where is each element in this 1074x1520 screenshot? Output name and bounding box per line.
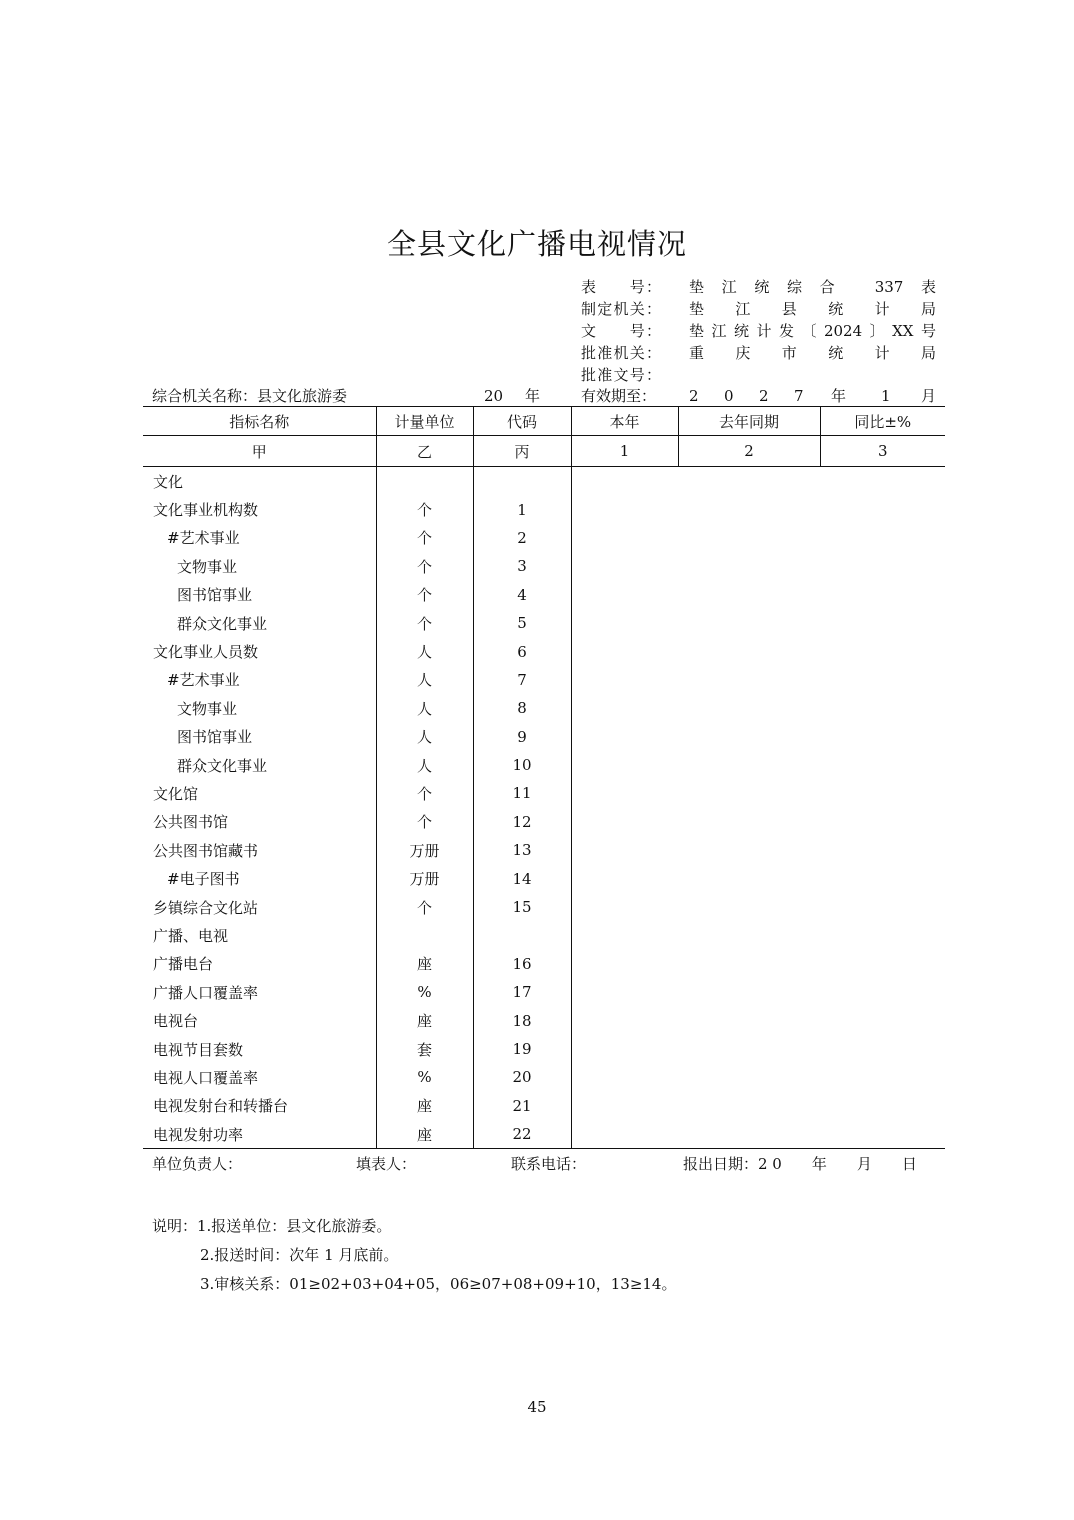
- unit-cell: [376, 467, 473, 496]
- indicator-name: 电视人口覆盖率: [143, 1063, 376, 1091]
- yoy-cell: [820, 1092, 945, 1120]
- this-year-cell: [571, 694, 678, 722]
- unit-cell: 个: [376, 495, 473, 523]
- unit-cell: 座: [376, 1120, 473, 1149]
- meta-row: [581, 343, 936, 363]
- unit-cell: 个: [376, 552, 473, 580]
- this-year-cell: [571, 864, 678, 892]
- meta-label: 制定机关：: [581, 300, 661, 318]
- table-row: [143, 495, 945, 523]
- valid-until-part: 0: [724, 387, 734, 405]
- code-cell: 9: [473, 723, 571, 751]
- table-row: [143, 1035, 945, 1063]
- subheader-cell: 乙: [376, 436, 473, 467]
- last-year-cell: [678, 751, 820, 779]
- note-line: 说明：1.报送单位：县文化旅游委。: [152, 1217, 392, 1235]
- meta-value: 垫江县统计局: [689, 300, 936, 318]
- footer-phone: 联系电话：: [511, 1155, 587, 1173]
- table-header-row: [143, 407, 945, 436]
- yoy-cell: [820, 864, 945, 892]
- this-year-cell: [571, 581, 678, 609]
- valid-until-part: 年: [831, 387, 847, 405]
- unit-cell: 座: [376, 1006, 473, 1034]
- this-year-cell: [571, 921, 678, 949]
- unit-cell: 人: [376, 751, 473, 779]
- last-year-cell: [678, 978, 820, 1006]
- note-line: 3.审核关系：01≥02+03+04+05，06≥07+08+09+10，13≥14。: [200, 1275, 677, 1293]
- footer-report-date: 报出日期：2 0 年 月 日: [683, 1155, 917, 1173]
- subheader-cell: 丙: [473, 436, 571, 467]
- indicator-name: 电视发射功率: [143, 1120, 376, 1149]
- last-year-cell: [678, 581, 820, 609]
- last-year-cell: [678, 950, 820, 978]
- code-cell: 14: [473, 864, 571, 892]
- last-year-cell: [678, 467, 820, 496]
- code-cell: 2: [473, 524, 571, 552]
- unit-cell: 个: [376, 524, 473, 552]
- meta-row: [581, 277, 936, 297]
- yoy-cell: [820, 467, 945, 496]
- col-header-yoy: 同比±%: [820, 407, 945, 436]
- yoy-cell: [820, 808, 945, 836]
- valid-until-part: 1: [881, 387, 891, 405]
- indicator-name: #艺术事业: [143, 524, 376, 552]
- page-title: 全县文化广播电视情况: [386, 227, 687, 261]
- yoy-cell: [820, 723, 945, 751]
- yoy-cell: [820, 893, 945, 921]
- last-year-cell: [678, 779, 820, 807]
- code-cell: 6: [473, 637, 571, 665]
- code-cell: 22: [473, 1120, 571, 1149]
- indicator-name: 电视节目套数: [143, 1035, 376, 1063]
- report-year-prefix: 20: [484, 387, 504, 405]
- table-row: [143, 978, 945, 1006]
- table-row: [143, 950, 945, 978]
- table-row: [143, 694, 945, 722]
- last-year-cell: [678, 893, 820, 921]
- meta-value: 重庆市统计局: [689, 344, 936, 362]
- note-line: 2.报送时间：次年 1 月底前。: [200, 1246, 399, 1264]
- yoy-cell: [820, 524, 945, 552]
- valid-until-part: 2: [759, 387, 769, 405]
- this-year-cell: [571, 1063, 678, 1091]
- indicator-name: 文化馆: [143, 779, 376, 807]
- table-row: [143, 637, 945, 665]
- indicator-name: 图书馆事业: [143, 723, 376, 751]
- yoy-cell: [820, 1035, 945, 1063]
- this-year-cell: [571, 723, 678, 751]
- indicator-name: #艺术事业: [143, 666, 376, 694]
- this-year-cell: [571, 836, 678, 864]
- indicator-name: 文物事业: [143, 552, 376, 580]
- this-year-cell: [571, 637, 678, 665]
- code-cell: [473, 467, 571, 496]
- indicator-name: 广播电台: [143, 950, 376, 978]
- last-year-cell: [678, 808, 820, 836]
- org-name: 综合机关名称：县文化旅游委: [152, 387, 348, 405]
- last-year-cell: [678, 921, 820, 949]
- this-year-cell: [571, 751, 678, 779]
- code-cell: 8: [473, 694, 571, 722]
- unit-cell: 个: [376, 609, 473, 637]
- table-row: [143, 723, 945, 751]
- this-year-cell: [571, 808, 678, 836]
- this-year-cell: [571, 666, 678, 694]
- last-year-cell: [678, 723, 820, 751]
- table-row: [143, 779, 945, 807]
- yoy-cell: [820, 921, 945, 949]
- indicator-table: [143, 406, 945, 1149]
- last-year-cell: [678, 1035, 820, 1063]
- table-row: [143, 1063, 945, 1091]
- code-cell: 5: [473, 609, 571, 637]
- code-cell: 7: [473, 666, 571, 694]
- yoy-cell: [820, 1120, 945, 1149]
- yoy-cell: [820, 779, 945, 807]
- meta-value: 垫江统综合 337表: [689, 278, 936, 296]
- unit-cell: 万册: [376, 864, 473, 892]
- col-header-last-year: 去年同期: [678, 407, 820, 436]
- code-cell: 16: [473, 950, 571, 978]
- indicator-name: 图书馆事业: [143, 581, 376, 609]
- this-year-cell: [571, 950, 678, 978]
- table-row: [143, 808, 945, 836]
- yoy-cell: [820, 950, 945, 978]
- table-row: [143, 1120, 945, 1149]
- code-cell: 12: [473, 808, 571, 836]
- unit-cell: 座: [376, 1092, 473, 1120]
- meta-row: [581, 299, 936, 319]
- code-cell: 10: [473, 751, 571, 779]
- unit-cell: 个: [376, 779, 473, 807]
- unit-cell: %: [376, 1063, 473, 1091]
- footer-unit-head: 单位负责人：: [152, 1155, 243, 1173]
- table-body: [143, 467, 945, 1149]
- this-year-cell: [571, 1092, 678, 1120]
- code-cell: 3: [473, 552, 571, 580]
- table-row: [143, 836, 945, 864]
- valid-until-part: 月: [921, 387, 937, 405]
- this-year-cell: [571, 495, 678, 523]
- table-row: [143, 893, 945, 921]
- notes-block: [152, 1212, 676, 1299]
- last-year-cell: [678, 1120, 820, 1149]
- valid-until-label: 有效期至：: [581, 387, 657, 405]
- indicator-name: 电视台: [143, 1006, 376, 1034]
- code-cell: 1: [473, 495, 571, 523]
- yoy-cell: [820, 978, 945, 1006]
- yoy-cell: [820, 1063, 945, 1091]
- unit-cell: 人: [376, 694, 473, 722]
- indicator-name: 公共图书馆藏书: [143, 836, 376, 864]
- page-number: 45: [527, 1398, 547, 1416]
- unit-cell: 人: [376, 723, 473, 751]
- code-cell: [473, 921, 571, 949]
- last-year-cell: [678, 637, 820, 665]
- yoy-cell: [820, 609, 945, 637]
- table-row: [143, 581, 945, 609]
- meta-label: 批准机关：: [581, 344, 661, 362]
- yoy-cell: [820, 751, 945, 779]
- this-year-cell: [571, 1120, 678, 1149]
- this-year-cell: [571, 609, 678, 637]
- code-cell: 11: [473, 779, 571, 807]
- code-cell: 15: [473, 893, 571, 921]
- indicator-name: 文化: [143, 467, 376, 496]
- last-year-cell: [678, 694, 820, 722]
- yoy-cell: [820, 694, 945, 722]
- last-year-cell: [678, 552, 820, 580]
- table-row: [143, 864, 945, 892]
- unit-cell: 人: [376, 666, 473, 694]
- last-year-cell: [678, 609, 820, 637]
- yoy-cell: [820, 1006, 945, 1034]
- yoy-cell: [820, 666, 945, 694]
- yoy-cell: [820, 581, 945, 609]
- table-row: [143, 666, 945, 694]
- valid-until-part: 7: [794, 387, 804, 405]
- yoy-cell: [820, 637, 945, 665]
- indicator-name: 公共图书馆: [143, 808, 376, 836]
- report-year-suffix: 年: [525, 387, 541, 405]
- last-year-cell: [678, 495, 820, 523]
- table-row: [143, 467, 945, 496]
- last-year-cell: [678, 864, 820, 892]
- table-subheader-row: [143, 436, 945, 467]
- valid-until-part: 2: [689, 387, 699, 405]
- meta-label: 文 号：: [581, 322, 661, 340]
- subheader-cell: 3: [820, 436, 945, 467]
- unit-cell: [376, 921, 473, 949]
- this-year-cell: [571, 1035, 678, 1063]
- table-row: [143, 524, 945, 552]
- subheader-cell: 1: [571, 436, 678, 467]
- yoy-cell: [820, 552, 945, 580]
- table-row: [143, 751, 945, 779]
- table-row: [143, 552, 945, 580]
- unit-cell: %: [376, 978, 473, 1006]
- col-header-code: 代码: [473, 407, 571, 436]
- indicator-name: 广播、电视: [143, 921, 376, 949]
- meta-label: 表 号：: [581, 278, 661, 296]
- footer-filler: 填表人：: [356, 1155, 417, 1173]
- code-cell: 17: [473, 978, 571, 1006]
- indicator-name: 群众文化事业: [143, 751, 376, 779]
- indicator-name: 广播人口覆盖率: [143, 978, 376, 1006]
- code-cell: 20: [473, 1063, 571, 1091]
- yoy-cell: [820, 495, 945, 523]
- table-row: [143, 1006, 945, 1034]
- subheader-cell: 2: [678, 436, 820, 467]
- code-cell: 18: [473, 1006, 571, 1034]
- table-row: [143, 1092, 945, 1120]
- col-header-name: 指标名称: [143, 407, 376, 436]
- unit-cell: 个: [376, 581, 473, 609]
- last-year-cell: [678, 1006, 820, 1034]
- meta-row: [581, 365, 936, 385]
- indicator-name: 文化事业人员数: [143, 637, 376, 665]
- this-year-cell: [571, 524, 678, 552]
- this-year-cell: [571, 779, 678, 807]
- indicator-name: 群众文化事业: [143, 609, 376, 637]
- last-year-cell: [678, 666, 820, 694]
- meta-value: 垫江统计发〔2024〕XX号: [689, 322, 936, 340]
- code-cell: 13: [473, 836, 571, 864]
- unit-cell: 套: [376, 1035, 473, 1063]
- last-year-cell: [678, 1092, 820, 1120]
- unit-cell: 个: [376, 893, 473, 921]
- subheader-cell: 甲: [143, 436, 376, 467]
- col-header-unit: 计量单位: [376, 407, 473, 436]
- last-year-cell: [678, 1063, 820, 1091]
- table-row: [143, 609, 945, 637]
- yoy-cell: [820, 836, 945, 864]
- this-year-cell: [571, 467, 678, 496]
- table-row: [143, 921, 945, 949]
- indicator-name: 电视发射台和转播台: [143, 1092, 376, 1120]
- col-header-this-year: 本年: [571, 407, 678, 436]
- indicator-name: #电子图书: [143, 864, 376, 892]
- code-cell: 19: [473, 1035, 571, 1063]
- unit-cell: 个: [376, 808, 473, 836]
- last-year-cell: [678, 524, 820, 552]
- unit-cell: 人: [376, 637, 473, 665]
- this-year-cell: [571, 893, 678, 921]
- unit-cell: 万册: [376, 836, 473, 864]
- meta-label: 批准文号：: [581, 366, 661, 384]
- indicator-name: 文物事业: [143, 694, 376, 722]
- this-year-cell: [571, 552, 678, 580]
- unit-cell: 座: [376, 950, 473, 978]
- indicator-name: 乡镇综合文化站: [143, 893, 376, 921]
- this-year-cell: [571, 1006, 678, 1034]
- last-year-cell: [678, 836, 820, 864]
- code-cell: 4: [473, 581, 571, 609]
- meta-row: [581, 321, 936, 341]
- indicator-name: 文化事业机构数: [143, 495, 376, 523]
- this-year-cell: [571, 978, 678, 1006]
- code-cell: 21: [473, 1092, 571, 1120]
